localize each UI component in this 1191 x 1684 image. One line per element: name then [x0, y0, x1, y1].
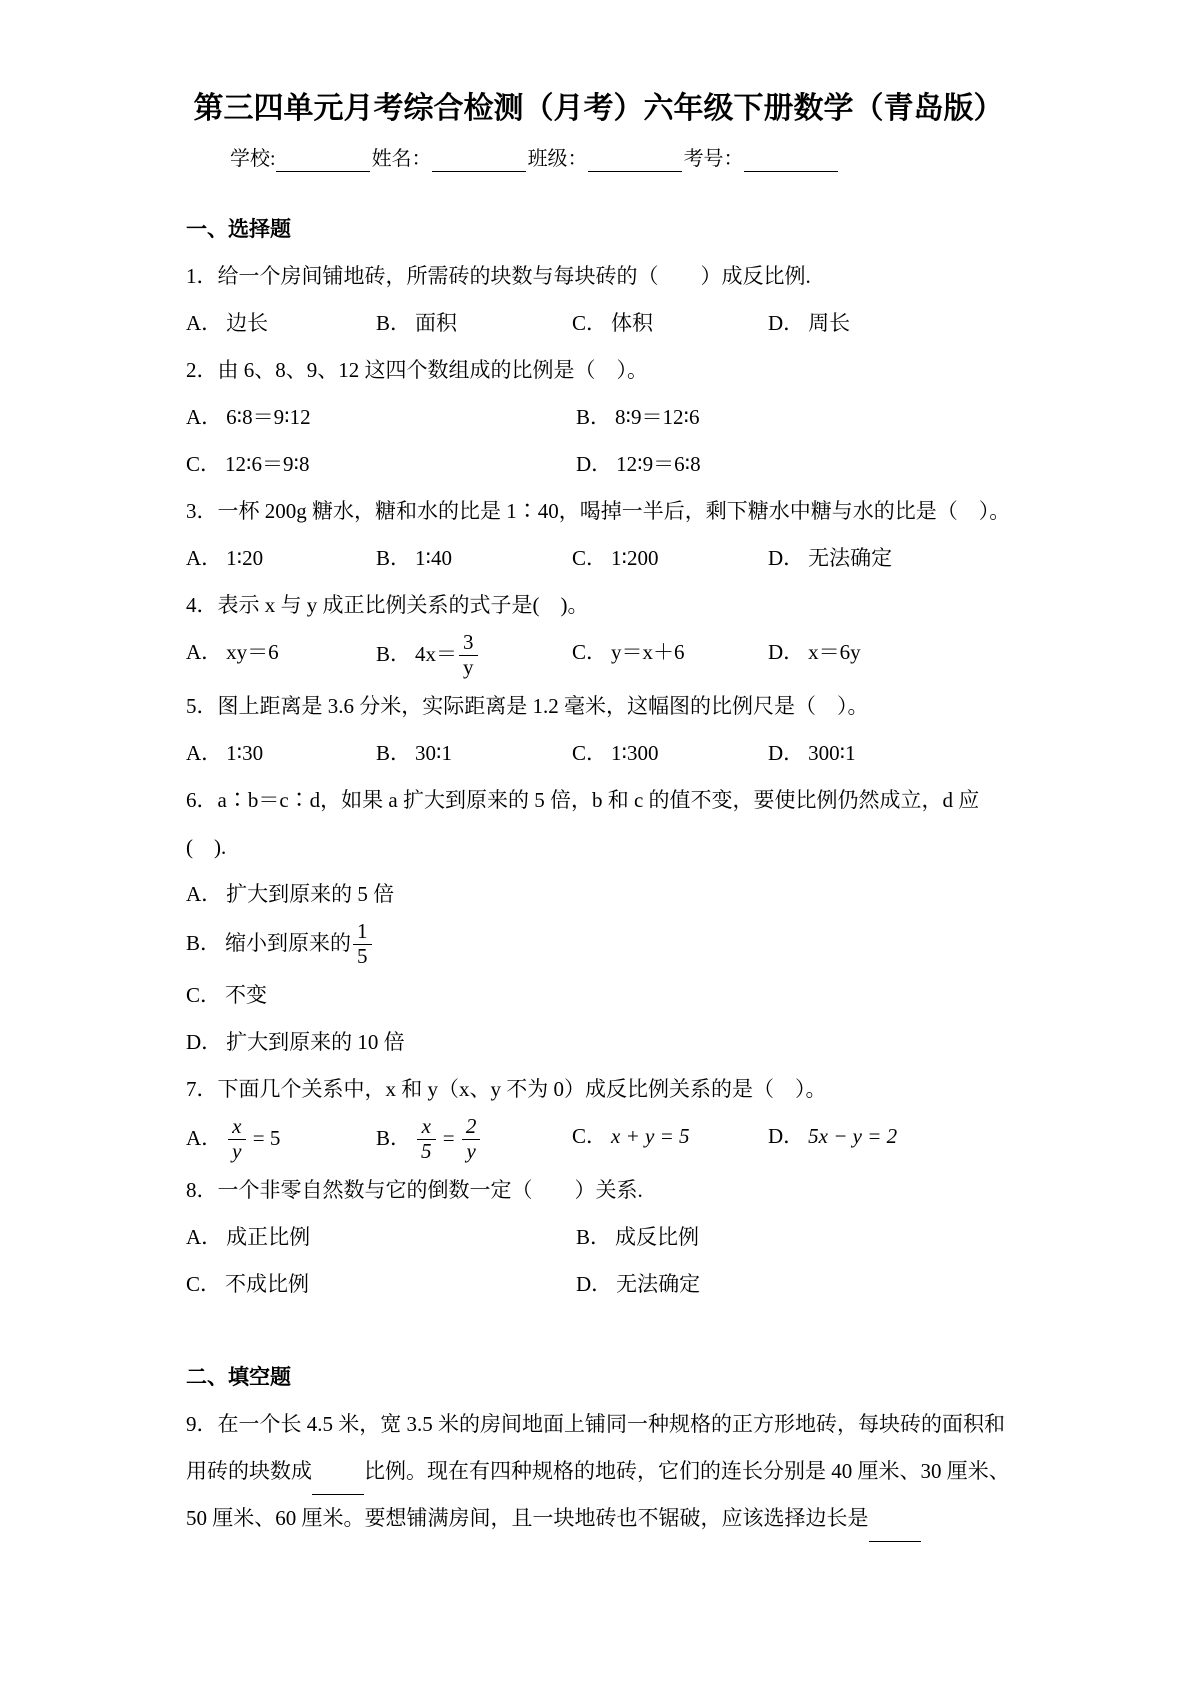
option — [186, 300, 376, 347]
fraction — [462, 1115, 481, 1163]
fraction-denominator: y — [459, 655, 478, 680]
option-label: D． — [186, 1030, 223, 1055]
question-stem — [186, 253, 1011, 300]
fraction — [353, 920, 372, 968]
fraction-numerator: 1 — [357, 919, 368, 944]
info-blank — [588, 151, 682, 172]
text-segment: 1∶40 — [415, 546, 452, 570]
question — [186, 1401, 1011, 1542]
text-segment: 无法确定 — [616, 1272, 701, 1297]
text-segment: 不变 — [225, 983, 268, 1008]
text-segment: 不成比例 — [225, 1272, 310, 1297]
question-stem — [186, 1167, 1011, 1214]
question-stem — [186, 582, 1011, 629]
text-segment: 缩小到原来的 — [225, 930, 352, 955]
text-segment: 30∶1 — [415, 741, 452, 766]
text-segment: 面积 — [415, 311, 458, 335]
option — [768, 629, 1011, 683]
fraction — [228, 1115, 245, 1163]
option-label: B． — [576, 1225, 612, 1250]
question-stem — [186, 1401, 1011, 1542]
option — [572, 629, 768, 683]
text-segment: 1∶30 — [226, 741, 264, 766]
options — [186, 1214, 1011, 1308]
text-segment: 6．a∶b＝c∶d，如果 a 扩大到原来的 5 倍，b 和 c 的值不变，要使比例仍然成立，d 应 ( ). — [186, 788, 980, 860]
text-segment: 1．给一个房间铺地砖，所需砖的块数与每块砖的（ ）成反比例. — [186, 264, 811, 288]
text-segment: 无法确定 — [808, 546, 893, 570]
option-label: A． — [186, 405, 223, 429]
option-label: C． — [186, 1272, 222, 1297]
option-label: C． — [186, 452, 222, 476]
text-segment: 12∶9＝6∶8 — [616, 452, 701, 476]
section-1 — [186, 206, 1011, 1308]
option — [186, 972, 1011, 1019]
option — [768, 300, 1011, 347]
options — [186, 394, 1011, 488]
question-stem — [186, 777, 1011, 871]
option — [376, 1113, 572, 1167]
option — [576, 394, 1011, 441]
option — [576, 1261, 1011, 1308]
option-label: B． — [376, 641, 412, 666]
text-segment: 3．一杯 200g 糖水，糖和水的比是 1∶40，喝掉一半后，剩下糖水中糖与水的比是（ ）。 — [186, 499, 1011, 523]
option-label: D． — [576, 1272, 613, 1297]
text-segment: y＝x＋6 — [611, 640, 685, 664]
text-segment: 周长 — [808, 311, 851, 335]
question — [186, 582, 1011, 683]
info-field-2 — [528, 146, 684, 172]
option-label: A． — [186, 1125, 223, 1150]
text-segment: 扩大到原来的 10 倍 — [226, 1030, 405, 1055]
text-segment: 边长 — [226, 311, 269, 335]
question-stem — [186, 347, 1011, 394]
option-label: D． — [768, 546, 805, 570]
option-label: C． — [186, 983, 222, 1008]
question — [186, 347, 1011, 488]
text-segment: 300∶1 — [808, 741, 856, 766]
info-blank — [744, 151, 838, 172]
options — [186, 730, 1011, 777]
option-label: C． — [572, 640, 608, 664]
question-stem — [186, 488, 1011, 535]
option-label: C． — [572, 741, 608, 766]
text-segment: 体积 — [611, 311, 654, 335]
text-segment: 5x − y = 2 — [808, 1124, 898, 1149]
question — [186, 1167, 1011, 1308]
option — [186, 441, 576, 488]
info-field-0 — [230, 146, 372, 172]
question-stem — [186, 1066, 1011, 1113]
page-title: 第三四单元月考综合检测（月考）六年级下册数学（青岛版） — [193, 92, 1004, 125]
info-field-1 — [372, 146, 528, 172]
option — [376, 629, 572, 683]
text-segment: 12∶6＝9∶8 — [225, 452, 310, 476]
fraction-denominator: y — [462, 1139, 481, 1164]
fraction-numerator: 2 — [465, 1114, 477, 1139]
info-field-label: 考号： — [683, 148, 744, 170]
options — [186, 629, 1011, 683]
option — [186, 871, 1011, 918]
option — [186, 1019, 1011, 1066]
text-segment: = 5 — [247, 1125, 281, 1150]
question — [186, 253, 1011, 347]
option-label: D． — [576, 452, 613, 476]
question — [186, 1066, 1011, 1167]
option-label: A． — [186, 311, 223, 335]
blank-line — [312, 1473, 364, 1495]
options — [186, 1113, 1011, 1167]
option-label: D． — [768, 311, 805, 335]
text-segment: 8．一个非零自然数与它的倒数一定（ ）关系. — [186, 1178, 643, 1203]
text-segment: 7．下面几个关系中，x 和 y（x、y 不为 0）成反比例关系的是（ ）。 — [186, 1077, 827, 1102]
section-heading: 一、选择题 — [186, 218, 291, 241]
info-field-label: 班级： — [527, 148, 588, 170]
option — [768, 1113, 1011, 1167]
fraction-denominator: 5 — [353, 944, 372, 969]
text-segment: x + y = 5 — [611, 1124, 690, 1149]
option-label: A． — [186, 1225, 223, 1250]
option-label: A． — [186, 882, 223, 907]
option — [376, 535, 572, 582]
options — [186, 300, 1011, 347]
text-segment: 1∶300 — [611, 741, 659, 766]
option-label: B． — [376, 1125, 412, 1150]
option — [572, 300, 768, 347]
text-segment: 成反比例 — [615, 1225, 700, 1250]
option — [376, 300, 572, 347]
option — [186, 730, 376, 777]
text-segment: 8∶9＝12∶6 — [615, 405, 700, 429]
text-segment: 2．由 6、8、9、12 这四个数组成的比例是（ ）。 — [186, 358, 648, 382]
options — [186, 535, 1011, 582]
text-segment: 5．图上距离是 3.6 分米，实际距离是 1.2 毫米，这幅图的比例尺是（ ）。 — [186, 694, 869, 719]
section-heading: 二、填空题 — [186, 1366, 291, 1390]
option-label: B． — [576, 405, 612, 429]
exam-body — [186, 206, 1011, 1542]
text-segment: 比例。现在有四种规格的地砖，它们的连长分别是 40 厘米、30 厘米、50 厘米、60 厘米。要想铺满房间，且一块地砖也不锯破，应该选择边长是 — [186, 1459, 1010, 1531]
question — [186, 488, 1011, 582]
info-field-label: 姓名： — [371, 148, 432, 170]
option — [186, 918, 1011, 972]
text-segment: = — [437, 1125, 460, 1150]
option — [186, 1113, 376, 1167]
fraction-denominator: 5 — [417, 1139, 436, 1164]
text-segment: 4．表示 x 与 y 成正比例关系的式子是( )。 — [186, 593, 589, 617]
fraction-numerator: 3 — [463, 630, 474, 654]
text-segment: x＝6y — [808, 640, 861, 664]
option-label: A． — [186, 640, 223, 664]
option-label: B． — [376, 311, 412, 335]
option-label: A． — [186, 741, 223, 766]
option — [576, 441, 1011, 488]
option-label: B． — [186, 930, 222, 955]
fraction-denominator: y — [228, 1139, 245, 1164]
info-blank — [432, 151, 526, 172]
option — [186, 394, 576, 441]
option — [186, 535, 376, 582]
student-info-line — [186, 146, 1011, 172]
text-segment: 1∶200 — [611, 546, 659, 570]
option-label: D． — [768, 741, 805, 766]
option-label: B． — [376, 546, 412, 570]
text-segment: xy＝6 — [226, 640, 279, 664]
fraction — [459, 631, 478, 679]
option — [572, 1113, 768, 1167]
options — [186, 871, 1011, 1066]
option — [376, 730, 572, 777]
text-segment: 4x＝ — [415, 641, 458, 666]
question-stem — [186, 683, 1011, 730]
question — [186, 683, 1011, 777]
option-label: C． — [572, 311, 608, 335]
text-segment: 成正比例 — [226, 1225, 311, 1250]
section-2 — [186, 1354, 1011, 1542]
option-label: B． — [376, 741, 412, 766]
fraction — [417, 1115, 436, 1163]
option — [576, 1214, 1011, 1261]
blank-line — [869, 1520, 921, 1542]
info-blank — [276, 151, 370, 172]
option — [186, 1214, 576, 1261]
option — [186, 1261, 576, 1308]
option — [768, 730, 1011, 777]
fraction-numerator: x — [421, 1114, 431, 1139]
question — [186, 777, 1011, 1066]
fraction-numerator: x — [232, 1114, 242, 1139]
option-label: C． — [572, 546, 608, 570]
text-segment: 1∶20 — [226, 546, 264, 570]
text-segment: 6∶8＝9∶12 — [226, 405, 311, 429]
option-label: D． — [768, 640, 805, 664]
option-label: C． — [572, 1124, 608, 1149]
info-field-label: 学校: — [230, 148, 276, 170]
option — [572, 535, 768, 582]
option — [768, 535, 1011, 582]
option — [572, 730, 768, 777]
option — [186, 629, 376, 683]
option-label: A． — [186, 546, 223, 570]
option-label: D． — [768, 1124, 805, 1149]
text-segment: 9．在一个长 4.5 米，宽 3.5 米的房间地面上铺同一种规格的正方形地砖，每块砖的面积和用砖的块数成 — [186, 1412, 1005, 1484]
info-field-3 — [684, 146, 840, 172]
text-segment: 扩大到原来的 5 倍 — [226, 882, 395, 907]
